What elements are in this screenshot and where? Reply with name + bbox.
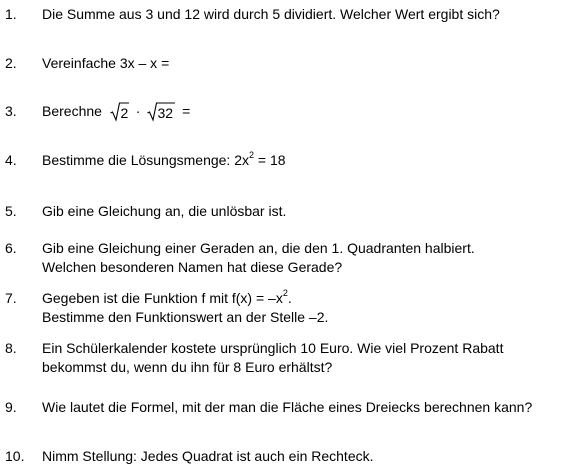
- question-text: Wie lautet die Formel, mit der man die Fläche eines Dreiecks berechnen kann?: [42, 399, 533, 415]
- question-line-1: Ein Schülerkalender kostete ursprünglich 10 Euro. Wie viel Prozent Rabatt: [42, 340, 504, 356]
- question-text: [42, 151, 286, 170]
- question-number: 1.: [5, 6, 17, 22]
- question-text: [42, 339, 503, 377]
- radical-sign-icon: [147, 102, 175, 122]
- question-text-tail: = 18: [254, 152, 286, 168]
- question-text: [42, 289, 328, 327]
- question-number: 2.: [5, 55, 17, 71]
- exponent: 2: [282, 288, 288, 299]
- square-root-2: [110, 102, 129, 122]
- question-line-2: Welchen besonderen Namen hat diese Gerade?: [42, 259, 343, 275]
- radicand: 2: [120, 105, 129, 122]
- question-prefix: Berechne: [42, 103, 102, 119]
- question-line-1-tail: .: [287, 290, 292, 306]
- question-text: [42, 239, 475, 277]
- radicand: 32: [157, 105, 174, 122]
- question-line-2: Bestimme den Funktionswert an der Stelle –2.: [42, 309, 329, 325]
- question-number: 5.: [5, 203, 17, 219]
- exponent: 2: [249, 150, 255, 161]
- question-text: Die Summe aus 3 und 12 wird durch 5 dividiert. Welcher Wert ergibt sich?: [42, 6, 500, 22]
- question-line-1-main: Gegeben ist die Funktion f mit f(x) = –x: [42, 290, 283, 306]
- question-text-main: Bestimme die Lösungsmenge: 2x: [42, 152, 249, 168]
- question-line-2: bekommst du, wenn du ihn für 8 Euro erhältst?: [42, 359, 333, 375]
- equals-sign: =: [182, 103, 191, 119]
- question-number: 4.: [5, 152, 17, 168]
- question-number: 3.: [5, 103, 17, 119]
- square-root-32: [147, 102, 175, 122]
- question-number: 9.: [5, 399, 17, 415]
- question-number: 6.: [5, 240, 17, 256]
- question-number: 7.: [5, 290, 17, 306]
- question-text: Nimm Stellung: Jedes Quadrat ist auch ein Rechteck.: [42, 448, 374, 464]
- question-text: [42, 102, 190, 122]
- question-number: 8.: [5, 340, 17, 356]
- question-text: Vereinfache 3x – x =: [42, 55, 170, 71]
- multiplication-dot: ·: [135, 103, 141, 119]
- question-text: Gib eine Gleichung an, die unlösbar ist.: [42, 203, 287, 219]
- radical-sign-icon: [110, 102, 129, 122]
- question-line-1: Gib eine Gleichung einer Geraden an, die den 1. Quadranten halbiert.: [42, 240, 475, 256]
- question-number: 10.: [5, 448, 25, 464]
- question-line-1: [42, 289, 328, 308]
